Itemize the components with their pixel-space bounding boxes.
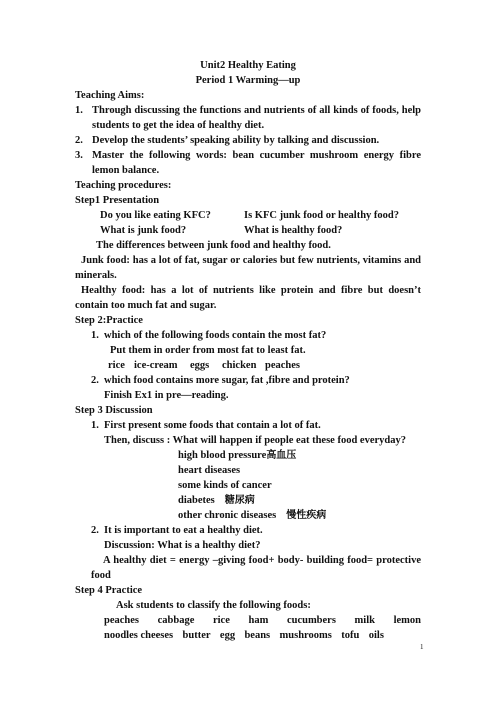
step1-heading: Step1 Presentation [75, 195, 160, 206]
aim-text: Develop the students’ speaking ability by talking and discussion. [92, 135, 380, 146]
aim-text: Through discussing the functions and nutrients of all kinds of foods, help students to get the idea of healthy diet. [92, 105, 421, 131]
instruction: Ask students to classify the following foods: [116, 600, 311, 611]
food-word: cucumbers [286, 615, 336, 626]
question: What is junk food? [100, 225, 187, 236]
discussion-question: Discussion: What is a healthy diet? [104, 540, 261, 551]
food-word: cabbage [157, 615, 195, 626]
question: Do you like eating KFC? [100, 210, 211, 221]
step2-heading: Step 2:Practice [75, 315, 143, 326]
instruction: Put them in order from most fat to least fat. [110, 345, 306, 356]
effect-cn: 慢性疾病 [286, 510, 327, 521]
effect-en: some kinds of cancer [178, 480, 272, 491]
effect-en: diabetes [178, 495, 215, 506]
food-word: milk [354, 615, 375, 626]
effect-cn: 高血压 [266, 450, 297, 461]
food-word: rice [108, 360, 125, 371]
aims-heading: Teaching Aims: [75, 90, 145, 101]
food-row [104, 628, 384, 643]
aim-number: 1. [75, 105, 83, 116]
aim-number: 2. [75, 135, 83, 146]
food-word: peaches [104, 615, 139, 626]
step4-heading: Step 4 Practice [75, 585, 143, 596]
question: What is healthy food? [244, 225, 343, 236]
discussion-question: Then, discuss : What will happen if people eat these food everyday? [104, 435, 406, 446]
instruction: Finish Ex1 in pre—reading. [104, 390, 229, 401]
effect-item [178, 493, 255, 508]
effect-item [178, 463, 240, 478]
differences-line: The differences between junk food and healthy food. [96, 240, 331, 251]
page-number: 1 [420, 643, 424, 651]
list-number: 1. [91, 420, 99, 431]
food-word: eggs [190, 360, 210, 371]
food-word: oils [368, 630, 384, 641]
list-item: which of the following foods contain the most fat? [104, 330, 327, 341]
effect-item [178, 448, 296, 463]
list-number: 2. [91, 375, 99, 386]
food-word: peaches [265, 360, 300, 371]
list-item: First present some foods that contain a lot of fat. [104, 420, 321, 431]
period-subtitle: Period 1 Warming—up [195, 75, 301, 86]
effect-item [178, 508, 326, 523]
food-word: tofu [341, 630, 360, 641]
effect-en: high blood pressure [178, 450, 267, 461]
question: Is KFC junk food or healthy food? [244, 210, 399, 221]
step3-heading: Step 3 Discussion [75, 405, 153, 416]
food-word: butter [182, 630, 211, 641]
healthy-diet-definition: A healthy diet = energy –giving food+ body- building food= protective food [91, 555, 421, 581]
food-word: beans [244, 630, 271, 641]
healthy-food-definition: Healthy food: has a lot of nutrients like protein and fibre but doesn’t contain too much fat and sugar. [75, 285, 421, 311]
list-item: It is important to eat a healthy diet. [104, 525, 263, 536]
food-word: noodles cheeses [104, 630, 174, 641]
procedures-heading: Teaching procedures: [75, 180, 172, 191]
list-number: 1. [91, 330, 99, 341]
food-word: rice [212, 615, 230, 626]
list-number: 2. [91, 525, 99, 536]
aim-number: 3. [75, 150, 83, 161]
food-word: ham [248, 615, 269, 626]
food-word: ice-cream [134, 360, 178, 371]
list-item: which food contains more sugar, fat ,fibre and protein? [104, 375, 350, 386]
effect-item [178, 478, 272, 493]
food-word: egg [219, 630, 236, 641]
junk-food-definition: Junk food: has a lot of fat, sugar or calories but few nutrients, vitamins and minerals. [75, 255, 421, 281]
aim-text: Master the following words: bean cucumber mushroom energy fibre lemon balance. [92, 150, 421, 176]
effect-en: heart diseases [178, 465, 241, 476]
food-word: lemon [393, 615, 421, 626]
doc-title: Unit2 Healthy Eating [200, 60, 296, 71]
food-row [104, 613, 421, 628]
effect-en: other chronic diseases [178, 510, 277, 521]
food-word: mushrooms [279, 630, 332, 641]
food-word: chicken [222, 360, 257, 371]
effect-cn: 糖尿病 [224, 495, 255, 506]
